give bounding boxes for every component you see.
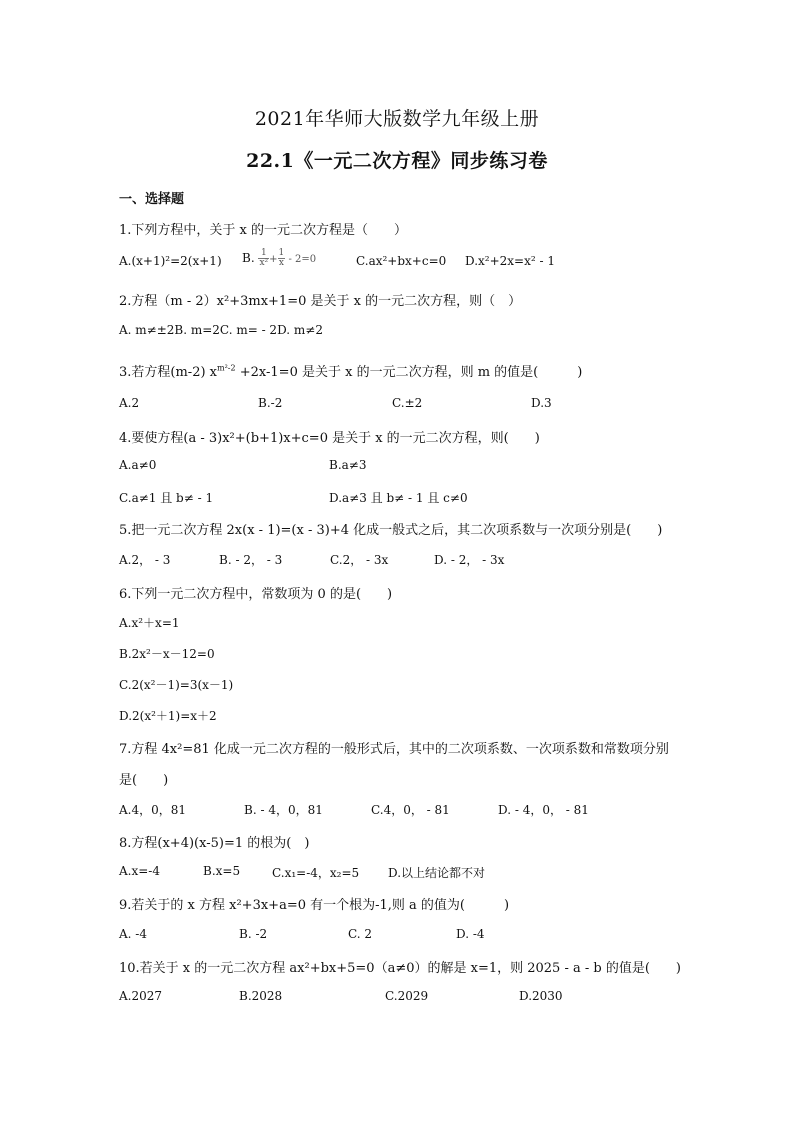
question-8-option-c: C.x₁=-4，x₂=5: [272, 866, 360, 880]
document-title: 2021年华师大版数学九年级上册: [254, 108, 540, 130]
question-7-stem-continued: 是( ): [119, 773, 169, 788]
question-3-stem-end: +2x-1=0 是关于 x 的一元二次方程，则 m 的值是( ): [235, 365, 583, 380]
question-1-stem: 1.下列方程中，关于 x 的一元二次方程是（ ）: [119, 223, 407, 238]
question-9-option-d: D. -4: [456, 927, 485, 941]
question-3-option-a: A.2: [119, 396, 140, 410]
question-3-stem-start: 3.若方程(m-2) x: [119, 365, 218, 380]
question-8-option-a: A.x=-4: [119, 864, 160, 878]
question-1-option-b: B. $\frac{1}{\text{x²}}$ + $\frac{1}{x}$ - 2=0: [242, 248, 317, 268]
question-6-option-b: B.2x²－x－12=0: [119, 647, 215, 661]
question-10-stem: 10.若关于 x 的一元二次方程 ax²+bx+5=0（a≠0）的解是 x=1，则 2025 - a - b 的值是( ): [119, 961, 681, 976]
question-1-option-c: C.ax²+bx+c=0: [356, 254, 447, 268]
question-1-option-b-tail: - 2=0: [285, 254, 317, 265]
question-6-option-d: D.2(x²＋1)=x＋2: [119, 709, 217, 723]
question-5-option-b: B. - 2， - 3: [219, 553, 283, 567]
question-9-option-b: B. -2: [239, 927, 268, 941]
question-3-option-b: B.-2: [258, 396, 283, 410]
question-6-option-a: A.x²＋x=1: [119, 616, 180, 630]
question-8-option-d: D.以上结论都不对: [388, 866, 486, 880]
question-5-option-a: A.2， - 3: [119, 553, 171, 567]
section-heading: 一、选择题: [119, 192, 185, 207]
question-7-option-d: D. - 4，0， - 81: [498, 803, 589, 817]
question-4-option-a: A.a≠0: [119, 458, 157, 472]
question-7-stem: 7.方程 4x²=81 化成一元二次方程的一般形式后，其中的二次项系数、一次项系数和常数项分别: [119, 742, 669, 757]
question-4-stem: 4.要使方程(a - 3)x²+(b+1)x+c=0 是关于 x 的一元二次方程，则( ): [119, 431, 540, 446]
question-8-option-b: B.x=5: [203, 864, 241, 878]
question-9-option-c: C. 2: [348, 927, 373, 941]
question-6-stem: 6.下列一元二次方程中，常数项为 0 的是( ): [119, 587, 393, 602]
question-2-options: A. m≠±2B. m=2C. m= - 2D. m≠2: [119, 323, 323, 337]
question-4-option-b: B.a≠3: [329, 458, 367, 472]
document-subtitle: 22.1《一元二次方程》同步练习卷: [246, 150, 548, 172]
question-7-option-c: C.4，0， - 81: [371, 803, 450, 817]
question-3-exponent: m²-2: [217, 363, 236, 373]
question-2-stem: 2.方程（m - 2）x²+3mx+1=0 是关于 x 的一元二次方程，则（ ）: [119, 294, 522, 309]
question-6-option-c: C.2(x²－1)=3(x－1): [119, 678, 234, 692]
question-8-stem: 8.方程(x+4)(x-5)=1 的根为( ): [119, 836, 310, 851]
question-5-stem: 5.把一元二次方程 2x(x - 1)=(x - 3)+4 化成一般式之后，其二次项系数与一次项分别是( ): [119, 523, 663, 538]
question-4-option-c: C.a≠1 且 b≠ - 1: [119, 491, 214, 505]
question-7-option-b: B. - 4，0，81: [244, 803, 323, 817]
question-1-option-d: D.x²+2x=x² - 1: [465, 254, 555, 268]
question-3-option-d: D.3: [531, 396, 552, 410]
question-9-stem: 9.若关于的 x 方程 x²+3x+a=0 有一个根为-1,则 a 的值为( ): [119, 898, 510, 913]
question-9-option-a: A. -4: [119, 927, 147, 941]
question-5-option-c: C.2， - 3x: [330, 553, 389, 567]
fraction-one-over-x: $\frac{1}{x}$: [278, 248, 285, 268]
question-3-option-c: C.±2: [392, 396, 423, 410]
question-1-option-b-prefix: B.: [242, 251, 255, 265]
question-3-stem: [119, 361, 582, 380]
question-1-option-a: A.(x+1)²=2(x+1): [119, 254, 222, 268]
question-7-option-a: A.4，0，81: [119, 803, 187, 817]
question-10-option-d: D.2030: [519, 989, 563, 1003]
question-4-option-d: D.a≠3 且 b≠ - 1 且 c≠0: [329, 491, 468, 505]
question-10-option-b: B.2028: [239, 989, 283, 1003]
question-5-option-d: D. - 2， - 3x: [434, 553, 505, 567]
question-10-option-a: A.2027: [119, 989, 163, 1003]
fraction-one-over-x-squared: $\frac{1}{\text{x²}}$: [259, 248, 269, 268]
question-10-option-c: C.2029: [385, 989, 429, 1003]
